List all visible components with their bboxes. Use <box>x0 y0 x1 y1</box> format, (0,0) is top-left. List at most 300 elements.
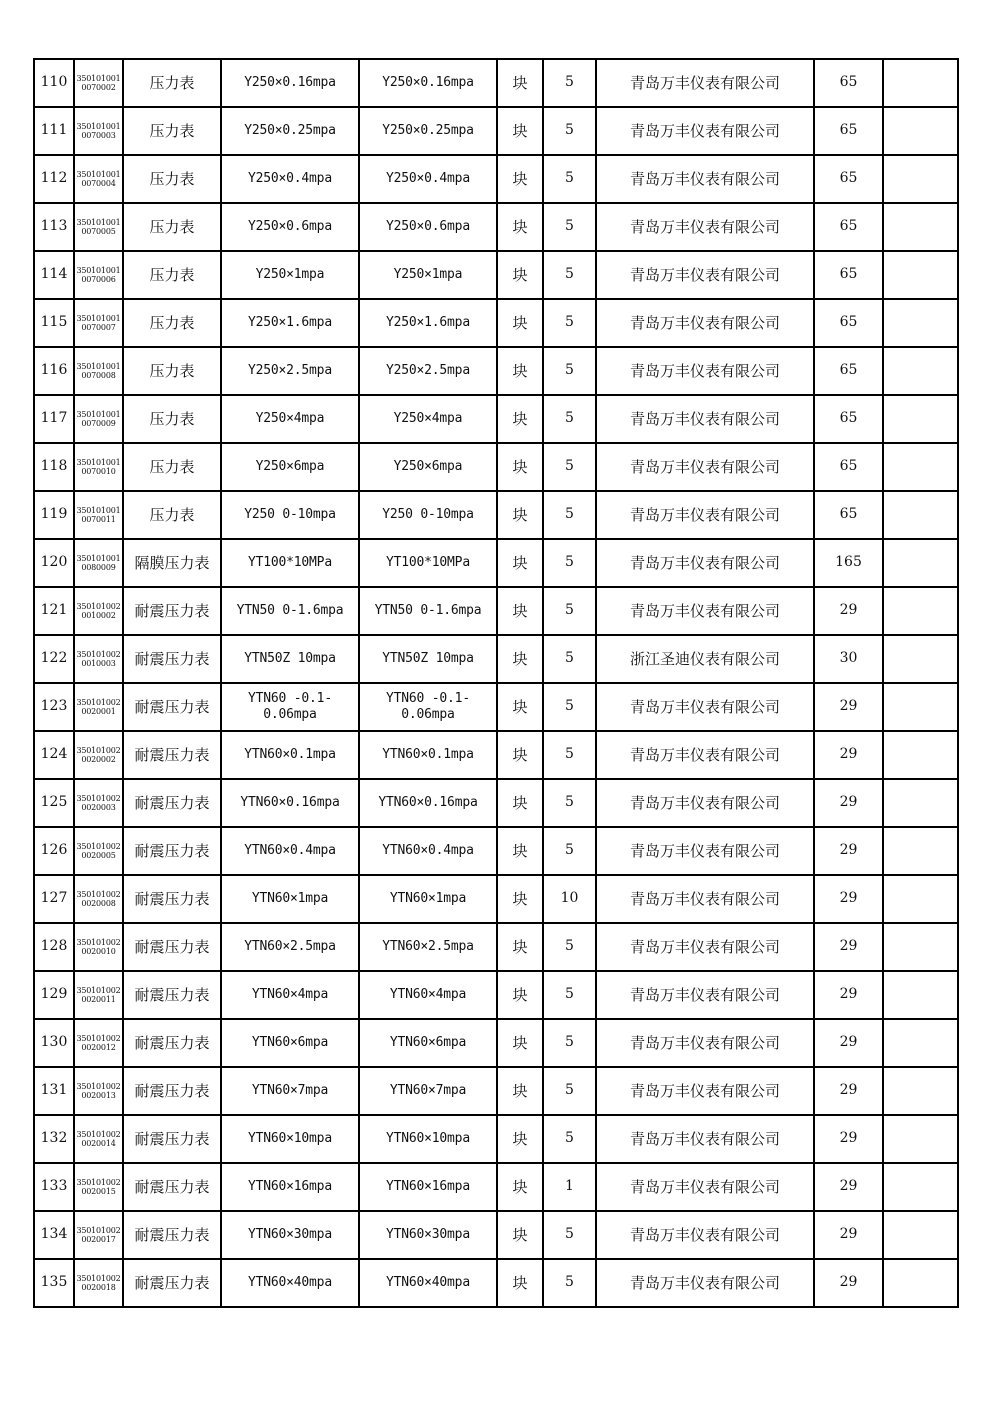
material-code-line: 350101002 <box>76 1273 121 1283</box>
item-quantity: 5 <box>543 155 596 203</box>
item-name: 压力表 <box>123 107 221 155</box>
item-model: YTN60 -0.1-0.06mpa <box>359 683 497 731</box>
item-note <box>883 875 958 923</box>
item-note <box>883 59 958 107</box>
item-price: 65 <box>814 251 883 299</box>
item-name: 耐震压力表 <box>123 875 221 923</box>
item-manufacturer: 青岛万丰仪表有限公司 <box>596 827 814 875</box>
material-code <box>74 251 123 299</box>
row-number: 122 <box>34 635 74 683</box>
material-code-line: 350101001 <box>76 313 121 323</box>
material-code-line: 0020005 <box>81 851 116 860</box>
row-number: 130 <box>34 1019 74 1067</box>
table-row <box>34 1067 958 1115</box>
item-spec: Y250×2.5mpa <box>221 347 359 395</box>
item-quantity: 5 <box>543 491 596 539</box>
row-number: 120 <box>34 539 74 587</box>
material-code-line: 0070007 <box>81 323 116 332</box>
item-price: 29 <box>814 1211 883 1259</box>
row-number: 124 <box>34 731 74 779</box>
material-code-line: 350101002 <box>76 1225 121 1235</box>
table-row <box>34 59 958 107</box>
item-unit: 块 <box>497 491 543 539</box>
item-price: 29 <box>814 1163 883 1211</box>
material-code-line: 0020011 <box>81 995 116 1004</box>
item-name: 耐震压力表 <box>123 923 221 971</box>
table-row <box>34 587 958 635</box>
item-model: YT100*10MPa <box>359 539 497 587</box>
material-code <box>74 683 123 731</box>
item-price: 29 <box>814 1115 883 1163</box>
item-model: YTN60×6mpa <box>359 1019 497 1067</box>
material-code <box>74 395 123 443</box>
item-manufacturer: 青岛万丰仪表有限公司 <box>596 1259 814 1307</box>
material-code-line: 350101002 <box>76 1129 121 1139</box>
material-code-line: 0020008 <box>81 899 116 908</box>
material-code-line: 0070002 <box>81 83 116 92</box>
material-code-line: 350101002 <box>76 793 121 803</box>
item-manufacturer: 青岛万丰仪表有限公司 <box>596 203 814 251</box>
item-note <box>883 1115 958 1163</box>
item-note <box>883 923 958 971</box>
item-unit: 块 <box>497 395 543 443</box>
item-price: 65 <box>814 299 883 347</box>
table-row <box>34 155 958 203</box>
item-name: 隔膜压力表 <box>123 539 221 587</box>
material-code-line: 0070009 <box>81 419 116 428</box>
item-model: Y250×1.6mpa <box>359 299 497 347</box>
table-row <box>34 635 958 683</box>
item-note <box>883 1259 958 1307</box>
item-unit: 块 <box>497 971 543 1019</box>
item-note <box>883 539 958 587</box>
item-name: 压力表 <box>123 491 221 539</box>
item-unit: 块 <box>497 923 543 971</box>
material-code <box>74 875 123 923</box>
material-code-line: 0010002 <box>81 611 116 620</box>
material-code-line: 0020012 <box>81 1043 116 1052</box>
material-code-line: 0070006 <box>81 275 116 284</box>
item-quantity: 10 <box>543 875 596 923</box>
row-number: 135 <box>34 1259 74 1307</box>
table-row <box>34 299 958 347</box>
item-unit: 块 <box>497 443 543 491</box>
table-row <box>34 971 958 1019</box>
material-code-line: 0020014 <box>81 1139 116 1148</box>
material-code-line: 350101002 <box>76 745 121 755</box>
item-note <box>883 779 958 827</box>
item-price: 29 <box>814 1019 883 1067</box>
item-model: YTN60×1mpa <box>359 875 497 923</box>
material-code-line: 350101002 <box>76 985 121 995</box>
item-quantity: 5 <box>543 635 596 683</box>
table-body <box>34 59 958 1307</box>
item-manufacturer: 青岛万丰仪表有限公司 <box>596 731 814 779</box>
material-code-line: 350101002 <box>76 601 121 611</box>
item-name: 压力表 <box>123 347 221 395</box>
material-code-line: 0020002 <box>81 755 116 764</box>
material-code-line: 350101002 <box>76 841 121 851</box>
table-row <box>34 1019 958 1067</box>
item-manufacturer: 青岛万丰仪表有限公司 <box>596 875 814 923</box>
item-price: 29 <box>814 1259 883 1307</box>
table-row <box>34 731 958 779</box>
item-model: YTN50 0-1.6mpa <box>359 587 497 635</box>
item-unit: 块 <box>497 59 543 107</box>
row-number: 117 <box>34 395 74 443</box>
material-code-line: 350101002 <box>76 1033 121 1043</box>
item-manufacturer: 青岛万丰仪表有限公司 <box>596 107 814 155</box>
table-row <box>34 539 958 587</box>
item-price: 29 <box>814 971 883 1019</box>
material-code <box>74 1115 123 1163</box>
material-code-line: 350101001 <box>76 73 121 83</box>
row-number: 121 <box>34 587 74 635</box>
row-number: 116 <box>34 347 74 395</box>
item-name: 压力表 <box>123 155 221 203</box>
item-manufacturer: 青岛万丰仪表有限公司 <box>596 59 814 107</box>
item-model: Y250×0.25mpa <box>359 107 497 155</box>
material-code-line: 350101001 <box>76 409 121 419</box>
material-code <box>74 443 123 491</box>
material-code-line: 0020013 <box>81 1091 116 1100</box>
material-code <box>74 155 123 203</box>
item-note <box>883 1163 958 1211</box>
item-note <box>883 1019 958 1067</box>
item-quantity: 5 <box>543 59 596 107</box>
item-model: Y250×2.5mpa <box>359 347 497 395</box>
item-manufacturer: 青岛万丰仪表有限公司 <box>596 923 814 971</box>
item-spec: YTN60×0.4mpa <box>221 827 359 875</box>
item-name: 耐震压力表 <box>123 1019 221 1067</box>
row-number: 125 <box>34 779 74 827</box>
material-code-line: 350101001 <box>76 457 121 467</box>
item-price: 29 <box>814 923 883 971</box>
item-quantity: 5 <box>543 683 596 731</box>
table-row <box>34 107 958 155</box>
table-row <box>34 779 958 827</box>
row-number: 114 <box>34 251 74 299</box>
material-code-line: 350101001 <box>76 217 121 227</box>
material-code-line: 0070008 <box>81 371 116 380</box>
material-code-line: 350101001 <box>76 121 121 131</box>
item-spec: Y250×1mpa <box>221 251 359 299</box>
table-row <box>34 347 958 395</box>
item-quantity: 5 <box>543 395 596 443</box>
table-row <box>34 491 958 539</box>
item-name: 耐震压力表 <box>123 1163 221 1211</box>
item-spec: Y250×0.25mpa <box>221 107 359 155</box>
item-price: 29 <box>814 683 883 731</box>
row-number: 128 <box>34 923 74 971</box>
table-row <box>34 1259 958 1307</box>
item-name: 耐震压力表 <box>123 827 221 875</box>
material-code-line: 350101002 <box>76 649 121 659</box>
item-model: YTN60×4mpa <box>359 971 497 1019</box>
item-manufacturer: 青岛万丰仪表有限公司 <box>596 539 814 587</box>
item-spec: YTN50Z 10mpa <box>221 635 359 683</box>
item-manufacturer: 青岛万丰仪表有限公司 <box>596 1115 814 1163</box>
item-name: 耐震压力表 <box>123 971 221 1019</box>
material-code <box>74 827 123 875</box>
material-code-line: 350101002 <box>76 1177 121 1187</box>
table-row <box>34 203 958 251</box>
table-row <box>34 827 958 875</box>
item-unit: 块 <box>497 875 543 923</box>
price-table <box>33 58 959 1308</box>
item-unit: 块 <box>497 1115 543 1163</box>
item-spec: YT100*10MPa <box>221 539 359 587</box>
material-code <box>74 635 123 683</box>
item-spec: YTN60×40mpa <box>221 1259 359 1307</box>
item-spec: YTN60×16mpa <box>221 1163 359 1211</box>
item-model: YTN60×7mpa <box>359 1067 497 1115</box>
item-model: Y250×0.4mpa <box>359 155 497 203</box>
item-quantity: 5 <box>543 779 596 827</box>
material-code <box>74 587 123 635</box>
material-code <box>74 731 123 779</box>
material-code <box>74 347 123 395</box>
item-spec: YTN60×10mpa <box>221 1115 359 1163</box>
material-code-line: 350101002 <box>76 889 121 899</box>
item-note <box>883 251 958 299</box>
item-model: YTN60×10mpa <box>359 1115 497 1163</box>
item-quantity: 5 <box>543 443 596 491</box>
item-note <box>883 971 958 1019</box>
row-number: 132 <box>34 1115 74 1163</box>
material-code-line: 0070004 <box>81 179 116 188</box>
item-price: 65 <box>814 395 883 443</box>
material-code <box>74 1211 123 1259</box>
item-note <box>883 203 958 251</box>
item-unit: 块 <box>497 347 543 395</box>
item-quantity: 5 <box>543 347 596 395</box>
item-price: 65 <box>814 203 883 251</box>
material-code <box>74 107 123 155</box>
material-code-line: 0070010 <box>81 467 116 476</box>
item-model: YTN60×2.5mpa <box>359 923 497 971</box>
item-unit: 块 <box>497 299 543 347</box>
item-unit: 块 <box>497 1019 543 1067</box>
item-manufacturer: 浙江圣迪仪表有限公司 <box>596 635 814 683</box>
item-quantity: 5 <box>543 299 596 347</box>
item-quantity: 5 <box>543 971 596 1019</box>
item-note <box>883 1211 958 1259</box>
item-note <box>883 155 958 203</box>
row-number: 127 <box>34 875 74 923</box>
item-spec: YTN60×30mpa <box>221 1211 359 1259</box>
item-price: 65 <box>814 59 883 107</box>
item-manufacturer: 青岛万丰仪表有限公司 <box>596 443 814 491</box>
item-model: YTN60×0.1mpa <box>359 731 497 779</box>
item-quantity: 5 <box>543 251 596 299</box>
item-price: 29 <box>814 731 883 779</box>
material-code-line: 0070011 <box>81 515 116 524</box>
item-name: 耐震压力表 <box>123 587 221 635</box>
item-price: 29 <box>814 875 883 923</box>
row-number: 131 <box>34 1067 74 1115</box>
item-quantity: 5 <box>543 587 596 635</box>
item-unit: 块 <box>497 1163 543 1211</box>
item-name: 耐震压力表 <box>123 1115 221 1163</box>
item-price: 65 <box>814 347 883 395</box>
material-code-line: 0020001 <box>81 707 116 716</box>
item-spec: Y250×6mpa <box>221 443 359 491</box>
material-code-line: 0020015 <box>81 1187 116 1196</box>
item-manufacturer: 青岛万丰仪表有限公司 <box>596 155 814 203</box>
item-price: 29 <box>814 587 883 635</box>
item-note <box>883 683 958 731</box>
row-number: 134 <box>34 1211 74 1259</box>
material-code-line: 350101002 <box>76 937 121 947</box>
row-number: 119 <box>34 491 74 539</box>
item-model: YTN60×0.4mpa <box>359 827 497 875</box>
item-name: 耐震压力表 <box>123 1259 221 1307</box>
item-name: 压力表 <box>123 59 221 107</box>
table-row <box>34 1211 958 1259</box>
material-code <box>74 971 123 1019</box>
material-code <box>74 923 123 971</box>
item-manufacturer: 青岛万丰仪表有限公司 <box>596 971 814 1019</box>
item-unit: 块 <box>497 1211 543 1259</box>
item-note <box>883 443 958 491</box>
item-spec: YTN50 0-1.6mpa <box>221 587 359 635</box>
item-spec: Y250×0.4mpa <box>221 155 359 203</box>
item-quantity: 5 <box>543 539 596 587</box>
item-model: Y250 0-10mpa <box>359 491 497 539</box>
item-unit: 块 <box>497 827 543 875</box>
item-manufacturer: 青岛万丰仪表有限公司 <box>596 251 814 299</box>
item-spec: YTN60×0.1mpa <box>221 731 359 779</box>
material-code <box>74 1259 123 1307</box>
material-code-line: 350101001 <box>76 553 121 563</box>
item-name: 压力表 <box>123 203 221 251</box>
table-row <box>34 1163 958 1211</box>
item-quantity: 5 <box>543 1115 596 1163</box>
item-quantity: 5 <box>543 107 596 155</box>
table-row <box>34 251 958 299</box>
row-number: 123 <box>34 683 74 731</box>
material-code-line: 0080009 <box>81 563 116 572</box>
item-spec: YTN60×7mpa <box>221 1067 359 1115</box>
material-code-line: 0010003 <box>81 659 116 668</box>
item-price: 29 <box>814 779 883 827</box>
row-number: 115 <box>34 299 74 347</box>
item-note <box>883 635 958 683</box>
item-spec: Y250×0.6mpa <box>221 203 359 251</box>
table-row <box>34 875 958 923</box>
item-note <box>883 1067 958 1115</box>
table-row <box>34 683 958 731</box>
item-price: 65 <box>814 155 883 203</box>
item-model: YTN50Z 10mpa <box>359 635 497 683</box>
item-spec: YTN60 -0.1-0.06mpa <box>221 683 359 731</box>
row-number: 112 <box>34 155 74 203</box>
material-code-line: 0070005 <box>81 227 116 236</box>
item-model: Y250×6mpa <box>359 443 497 491</box>
item-spec: Y250 0-10mpa <box>221 491 359 539</box>
item-note <box>883 731 958 779</box>
material-code-line: 350101002 <box>76 697 121 707</box>
material-code-line: 0020018 <box>81 1283 116 1292</box>
item-unit: 块 <box>497 539 543 587</box>
row-number: 113 <box>34 203 74 251</box>
item-model: Y250×0.6mpa <box>359 203 497 251</box>
item-quantity: 5 <box>543 1211 596 1259</box>
item-quantity: 1 <box>543 1163 596 1211</box>
item-spec: YTN60×0.16mpa <box>221 779 359 827</box>
item-manufacturer: 青岛万丰仪表有限公司 <box>596 1163 814 1211</box>
item-unit: 块 <box>497 251 543 299</box>
item-note <box>883 395 958 443</box>
item-unit: 块 <box>497 635 543 683</box>
item-manufacturer: 青岛万丰仪表有限公司 <box>596 779 814 827</box>
item-model: Y250×0.16mpa <box>359 59 497 107</box>
item-manufacturer: 青岛万丰仪表有限公司 <box>596 1019 814 1067</box>
row-number: 133 <box>34 1163 74 1211</box>
item-manufacturer: 青岛万丰仪表有限公司 <box>596 1067 814 1115</box>
item-name: 压力表 <box>123 251 221 299</box>
item-manufacturer: 青岛万丰仪表有限公司 <box>596 1211 814 1259</box>
table-row <box>34 443 958 491</box>
item-name: 耐震压力表 <box>123 779 221 827</box>
row-number: 111 <box>34 107 74 155</box>
item-note <box>883 347 958 395</box>
item-note <box>883 587 958 635</box>
item-price: 65 <box>814 443 883 491</box>
row-number: 129 <box>34 971 74 1019</box>
item-name: 耐震压力表 <box>123 683 221 731</box>
item-note <box>883 107 958 155</box>
item-name: 压力表 <box>123 443 221 491</box>
item-unit: 块 <box>497 1067 543 1115</box>
item-price: 65 <box>814 491 883 539</box>
item-note <box>883 299 958 347</box>
material-code <box>74 1067 123 1115</box>
item-name: 耐震压力表 <box>123 1211 221 1259</box>
material-code-line: 0020003 <box>81 803 116 812</box>
item-model: YTN60×30mpa <box>359 1211 497 1259</box>
item-manufacturer: 青岛万丰仪表有限公司 <box>596 491 814 539</box>
material-code <box>74 1019 123 1067</box>
item-model: Y250×1mpa <box>359 251 497 299</box>
item-unit: 块 <box>497 155 543 203</box>
item-manufacturer: 青岛万丰仪表有限公司 <box>596 299 814 347</box>
material-code-line: 350101001 <box>76 361 121 371</box>
material-code <box>74 299 123 347</box>
item-spec: Y250×1.6mpa <box>221 299 359 347</box>
item-name: 耐震压力表 <box>123 635 221 683</box>
material-code <box>74 59 123 107</box>
item-price: 29 <box>814 827 883 875</box>
material-code <box>74 203 123 251</box>
material-code-line: 350101001 <box>76 169 121 179</box>
material-code-line: 0070003 <box>81 131 116 140</box>
item-quantity: 5 <box>543 731 596 779</box>
item-unit: 块 <box>497 203 543 251</box>
table-row <box>34 395 958 443</box>
item-name: 压力表 <box>123 395 221 443</box>
item-manufacturer: 青岛万丰仪表有限公司 <box>596 587 814 635</box>
item-quantity: 5 <box>543 923 596 971</box>
item-unit: 块 <box>497 587 543 635</box>
item-price: 30 <box>814 635 883 683</box>
item-manufacturer: 青岛万丰仪表有限公司 <box>596 395 814 443</box>
item-manufacturer: 青岛万丰仪表有限公司 <box>596 683 814 731</box>
item-spec: YTN60×2.5mpa <box>221 923 359 971</box>
item-spec: YTN60×6mpa <box>221 1019 359 1067</box>
item-price: 165 <box>814 539 883 587</box>
